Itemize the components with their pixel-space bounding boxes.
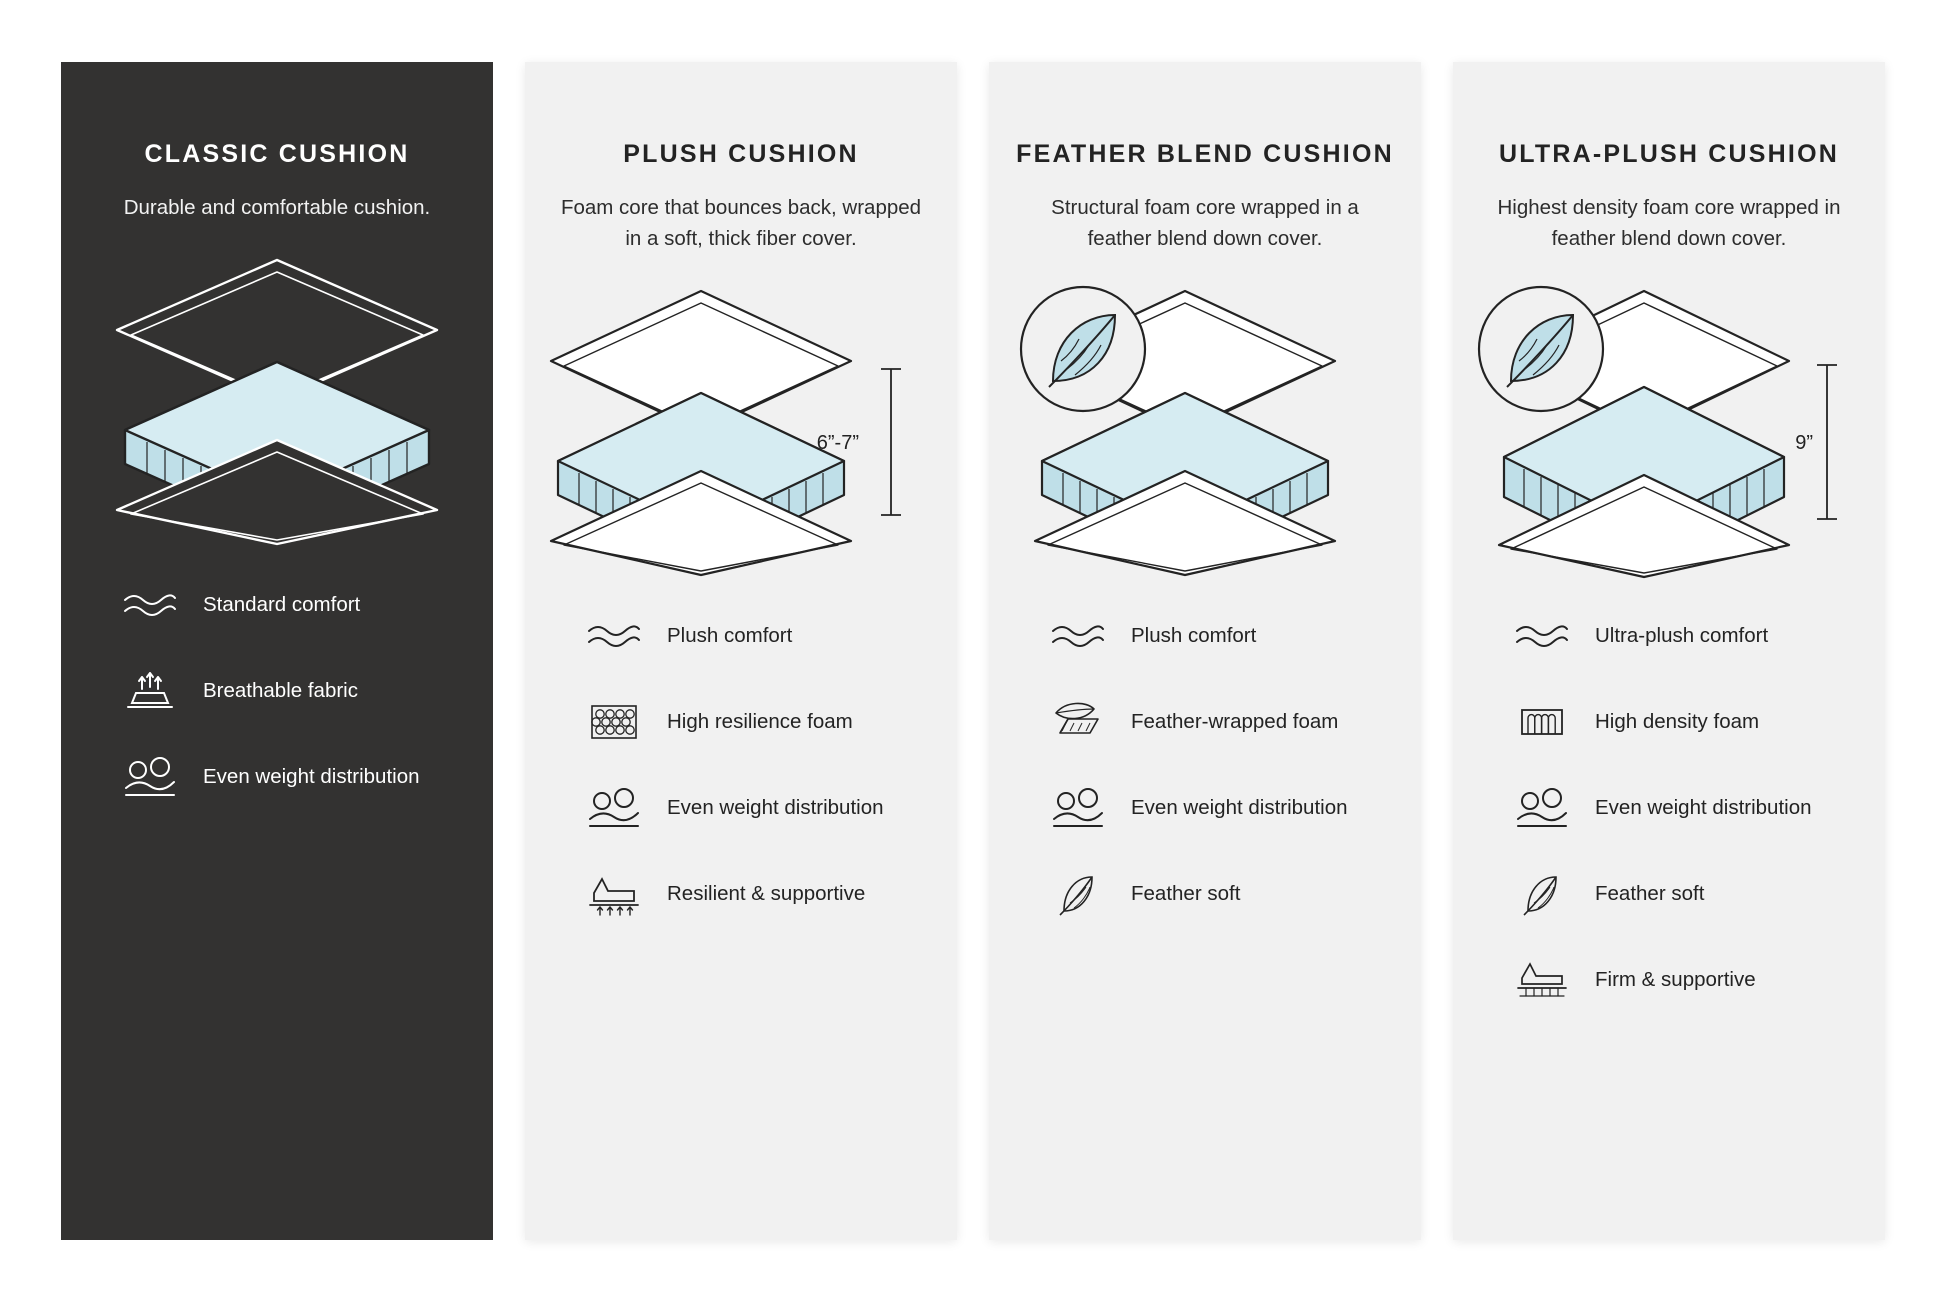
card-ultra-plush-cushion — [1453, 62, 1885, 1240]
card-classic-cushion — [61, 62, 493, 1240]
list-item — [1511, 948, 1827, 1012]
exploded-cushion-illustration — [1005, 283, 1405, 583]
list-item — [1511, 862, 1827, 926]
feature-list-ultra-plush — [1453, 604, 1885, 1034]
even-weight-icon — [119, 753, 181, 801]
list-item — [1511, 776, 1827, 840]
list-item — [119, 659, 435, 723]
feature-label: Standard comfort — [203, 593, 361, 616]
feature-label: Even weight distribution — [203, 765, 420, 788]
list-item — [1047, 776, 1363, 840]
feature-label: Firm & supportive — [1595, 968, 1756, 991]
card-description: Structural foam core wrapped in a feather blend down cover. — [1051, 196, 1359, 250]
cushion-diagram-classic — [61, 237, 493, 567]
even-weight-icon — [1511, 784, 1573, 832]
feather-icon — [1047, 870, 1109, 918]
card-description: Highest density foam core wrapped in feather blend down cover. — [1497, 196, 1841, 250]
feature-label: Feather soft — [1595, 882, 1705, 905]
cushion-diagram-feather-blend — [989, 268, 1421, 598]
list-item — [583, 776, 899, 840]
feature-label: Feather-wrapped foam — [1131, 710, 1339, 733]
feature-label: Even weight distribution — [1131, 796, 1348, 819]
feature-list-feather-blend — [989, 604, 1421, 948]
breathable-fabric-icon — [119, 667, 181, 715]
exploded-cushion-illustration — [107, 252, 447, 552]
dimension-label: 9” — [1795, 432, 1813, 454]
wave-icon — [583, 612, 645, 660]
firm-support-icon — [1511, 956, 1573, 1004]
feather-wrapped-foam-icon — [1047, 698, 1109, 746]
exploded-cushion-illustration — [541, 283, 941, 583]
even-weight-icon — [583, 784, 645, 832]
page-title: FEATHER BLEND CUSHION — [1016, 140, 1394, 168]
feature-label: Plush comfort — [1131, 624, 1257, 647]
list-item — [583, 690, 899, 754]
feature-list-classic — [61, 573, 493, 831]
feature-label: Breathable fabric — [203, 679, 358, 702]
feature-label: Feather soft — [1131, 882, 1241, 905]
card-plush-cushion — [525, 62, 957, 1240]
feature-label: Ultra-plush comfort — [1595, 624, 1769, 647]
leaf-badge-icon — [1021, 287, 1145, 411]
feature-label: High density foam — [1595, 710, 1760, 733]
page-title: PLUSH CUSHION — [623, 140, 859, 168]
wave-icon — [1047, 612, 1109, 660]
dimension-label: 6”-7” — [816, 432, 859, 454]
feather-icon — [1511, 870, 1573, 918]
feature-label: Even weight distribution — [667, 796, 884, 819]
card-description: Foam core that bounces back, wrapped in a soft, thick fiber cover. — [560, 196, 922, 250]
list-item — [1511, 604, 1827, 668]
feature-list-plush — [525, 604, 957, 948]
cushion-diagram-plush — [525, 268, 957, 598]
list-item — [583, 862, 899, 926]
list-item — [1511, 690, 1827, 754]
cushion-diagram-ultra-plush — [1453, 268, 1885, 598]
list-item — [1047, 862, 1363, 926]
list-item — [1047, 604, 1363, 668]
resilient-support-icon — [583, 870, 645, 918]
wave-icon — [1511, 612, 1573, 660]
page-title: CLASSIC CUSHION — [144, 140, 410, 168]
feature-label: High resilience foam — [667, 710, 853, 733]
list-item — [119, 745, 435, 809]
leaf-badge-icon — [1479, 287, 1603, 411]
honeycomb-foam-icon — [583, 698, 645, 746]
even-weight-icon — [1047, 784, 1109, 832]
feature-label: Plush comfort — [667, 624, 793, 647]
feature-label: Even weight distribution — [1595, 796, 1812, 819]
list-item — [1047, 690, 1363, 754]
feature-label: Resilient & supportive — [667, 882, 866, 905]
page-title: ULTRA-PLUSH CUSHION — [1499, 140, 1839, 168]
card-feather-blend-cushion — [989, 62, 1421, 1240]
exploded-cushion-illustration — [1469, 283, 1869, 583]
wave-icon — [119, 581, 181, 629]
list-item — [583, 604, 899, 668]
list-item — [119, 573, 435, 637]
card-description: Durable and comfortable cushion. — [123, 196, 431, 219]
high-density-foam-icon — [1511, 698, 1573, 746]
